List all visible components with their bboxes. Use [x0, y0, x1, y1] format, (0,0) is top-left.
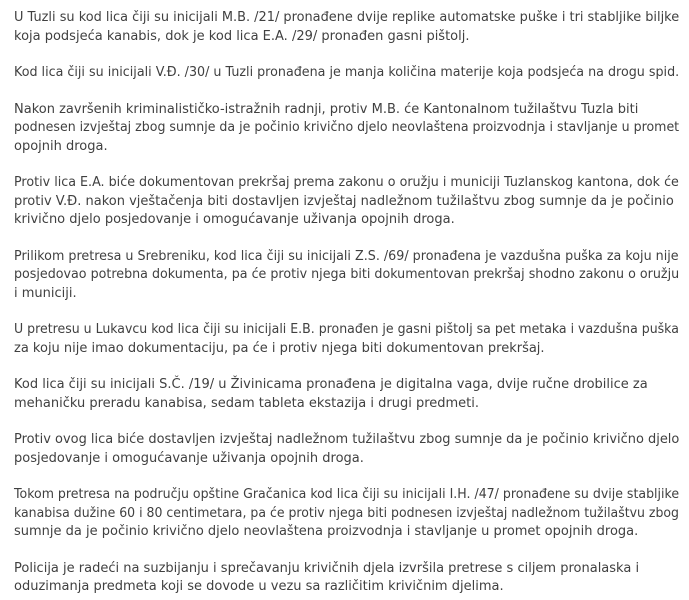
text-line: mehaničku preradu kanabisa, sedam tableta ekstazija i drugi predmeti. [14, 395, 480, 411]
text-line: Tokom pretresa na području opštine Gračanica kod lica čiji su inicijali I.H. /47/ pronađene su dvije stabljike [14, 487, 680, 502]
text-line: i municiji. [14, 285, 77, 301]
text-line: koja podsjeća kanabis, dok je kod lica E.A. /29/ pronađen gasni pištolj. [14, 28, 470, 44]
text-line: oduzimanja predmeta koji se dovode u vezu sa različitim krivičnim djelima. [14, 579, 504, 594]
paragraph-9 [14, 486, 679, 542]
text-line: Prilikom pretresa u Srebreniku, kod lica čiji su inicijali Z.S. /69/ pronađena je vazdušna puška za koju nije [14, 248, 679, 264]
text-line: protiv V.Đ. nakon vještačenja biti dostavljen izvještaj nadležnom tužilaštvu zbog sumnje da je počinio [14, 193, 674, 209]
paragraph-3 [14, 101, 679, 157]
text-line: kanabisa dužine 60 i 80 centimetara, pa će protiv njega biti podnesen izvještaj nadležnom tužilaštvu zbog [14, 505, 679, 521]
text-line: U Tuzli su kod lica čiji su inicijali M.B. /21/ pronađene dvije replike automatske puške i tri stabljike biljke [14, 10, 680, 25]
text-line: posjedovao potrebna dokumenta, pa će protiv njega biti dokumentovan prekršaj shodno zakonu o oružju [14, 267, 680, 282]
text-line: Kod lica čiji su inicijali V.Đ. /30/ u Tuzli pronađena je manja količina materije koja podsjeća na drogu spid. [14, 65, 680, 80]
text-line: U pretresu u Lukavcu kod lica čiji su inicijali E.B. pronađen je gasni pištolj sa pet metaka i vazdušna puška [14, 322, 679, 337]
paragraph-4 [14, 174, 679, 230]
paragraph-2 [14, 64, 679, 83]
text-line: sumnje da je počinio krivično djelo neovlaštena proizvodnja i stavljanje u promet opojnih droga. [14, 524, 639, 539]
text-line: posjedovanje i omogućavanje uživanja opojnih droga. [14, 450, 364, 466]
text-line: Protiv ovog lica biće dostavljen izvještaj nadležnom tužilaštvu zbog sumnje da je počinio krivično djelo [14, 432, 680, 447]
paragraph-6 [14, 321, 679, 358]
paragraph-10 [14, 560, 679, 597]
text-line: Nakon završenih kriminalističko-istražnih radnji, protiv M.B. će Kantonalnom tužilaštvu Tuzla biti [14, 101, 639, 117]
text-line: Protiv lica E.A. biće dokumentovan prekršaj prema zakonu o oružju i municiji Tuzlanskog kantona, dok će [14, 175, 679, 190]
text-line: krivično djelo posjedovanje i omogućavanje uživanja opojnih droga. [14, 212, 455, 227]
paragraph-5 [14, 248, 679, 304]
text-line: podnesen izvještaj zbog sumnje da je počinio krivično djelo neovlaštena proizvodnja i stavljanje u promet [14, 120, 680, 135]
paragraph-7 [14, 376, 679, 413]
text-line: opojnih droga. [14, 138, 108, 154]
text-line: za koju nije imao dokumentaciju, pa će i protiv njega biti dokumentovan prekršaj. [14, 340, 545, 356]
text-line: Kod lica čiji su inicijali S.Č. /19/ u Živinicama pronađena je digitalna vaga, dvije ručne drobilice za [14, 377, 648, 392]
paragraph-8 [14, 431, 679, 468]
text-line: Policija je radeći na suzbijanju i sprečavanju krivičnih djela izvršila pretrese s ciljem pronalaska i [14, 560, 640, 576]
paragraph-1 [14, 9, 679, 46]
